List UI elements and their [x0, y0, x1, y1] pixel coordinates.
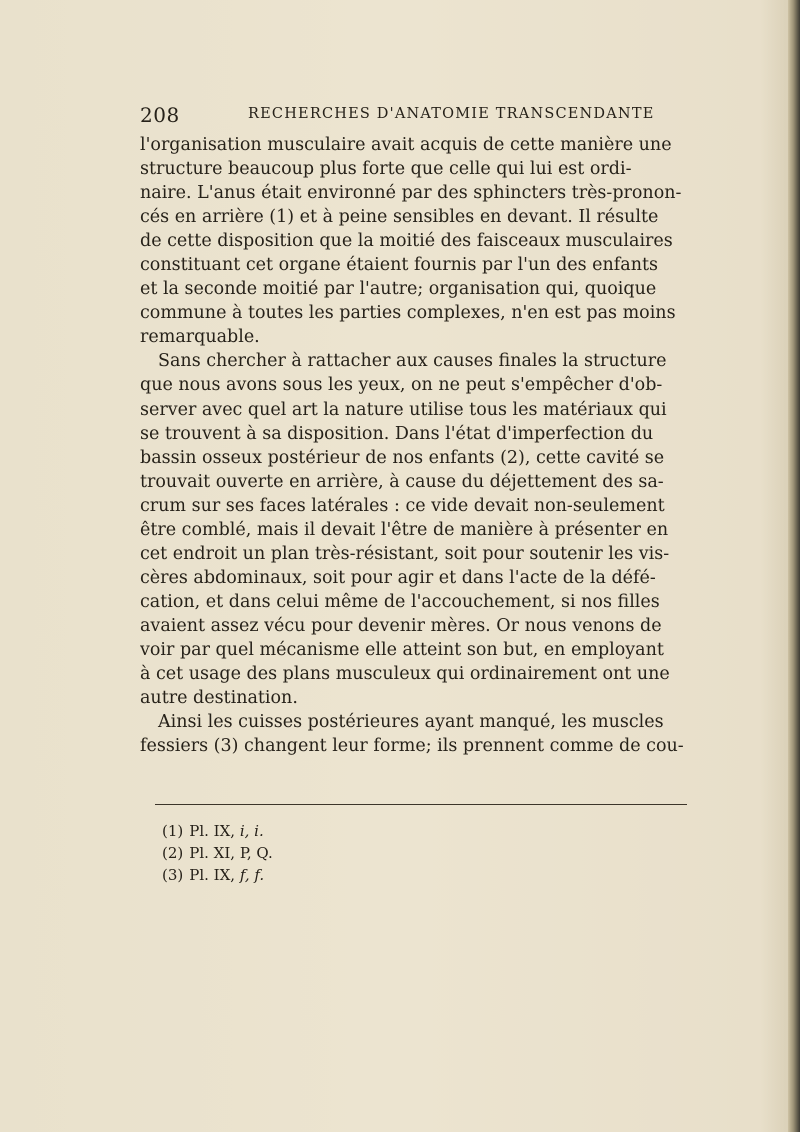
text-line: cères abdominaux, soit pour agir et dans l'acte de la défé-	[140, 567, 656, 588]
text-line: avaient assez vécu pour devenir mères. Or nous venons de	[140, 615, 662, 636]
footnote-rule	[155, 804, 687, 805]
text-line: cation, et dans celui même de l'accouchement, si nos filles	[140, 591, 660, 612]
footnote-reference: Pl. XI, P, Q.	[189, 844, 273, 862]
text-line: l'organisation musculaire avait acquis de cette manière une	[140, 135, 672, 155]
text-line: crum sur ses faces latérales : ce vide devait non-seulement	[140, 495, 665, 516]
page-number: 208	[140, 103, 180, 127]
footnote-number: (1)	[162, 822, 184, 840]
text-line: naire. L'anus était environné par des sphincters très-pronon-	[140, 183, 682, 204]
page-edge-shadow	[788, 0, 800, 1132]
footnote-reference: Pl. IX,	[189, 866, 236, 884]
body-text	[140, 133, 700, 758]
text-line: structure beaucoup plus forte que celle qui lui est ordi-	[140, 159, 632, 180]
text-line: se trouvent à sa disposition. Dans l'état d'imperfection du	[140, 423, 654, 444]
page-header	[140, 103, 688, 129]
footnote	[162, 820, 562, 842]
text-line: bassin osseux postérieur de nos enfants (2), cette cavité se	[140, 447, 665, 468]
text-line: autre destination.	[140, 688, 298, 709]
footnote-number: (3)	[162, 866, 184, 884]
footnote-letters: i, i.	[239, 822, 264, 840]
text-line: de cette disposition que la moitié des faisceaux musculaires	[140, 231, 673, 252]
text-line: commune à toutes les parties complexes, n'en est pas moins	[140, 303, 676, 324]
footnote-number: (2)	[162, 844, 184, 862]
footnote-letters: f, f.	[239, 866, 265, 884]
text-line: cés en arrière (1) et à peine sensibles en devant. Il résulte	[140, 207, 659, 228]
text-line: fessiers (3) changent leur forme; ils prennent comme de cou-	[140, 736, 684, 757]
running-head: RECHERCHES D'ANATOMIE TRANSCENDANTE	[248, 106, 655, 122]
paragraph-start-line: Ainsi les cuisses postérieures ayant manqué, les muscles	[158, 712, 664, 733]
text-line: server avec quel art la nature utilise tous les matériaux qui	[140, 399, 667, 420]
footnotes	[162, 820, 562, 886]
text-line: être comblé, mais il devait l'être de manière à présenter en	[140, 519, 669, 540]
text-line: constituant cet organe étaient fournis par l'un des enfants	[140, 255, 659, 276]
text-line: voir par quel mécanisme elle atteint son but, en employant	[140, 639, 664, 660]
text-line: que nous avons sous les yeux, on ne peut s'empêcher d'ob-	[140, 375, 663, 396]
footnote-reference: Pl. IX,	[189, 822, 236, 840]
text-line: cet endroit un plan très-résistant, soit pour soutenir les vis-	[140, 543, 670, 564]
footnote	[162, 864, 562, 886]
text-line: à cet usage des plans musculeux qui ordinairement ont une	[140, 664, 670, 685]
text-line: trouvait ouverte en arrière, à cause du déjettement des sa-	[140, 471, 664, 492]
footnote	[162, 842, 562, 864]
text-line: et la seconde moitié par l'autre; organisation qui, quoique	[140, 279, 657, 300]
text-line: remarquable.	[140, 327, 260, 348]
paragraph-start-line: Sans chercher à rattacher aux causes finales la structure	[158, 351, 667, 372]
